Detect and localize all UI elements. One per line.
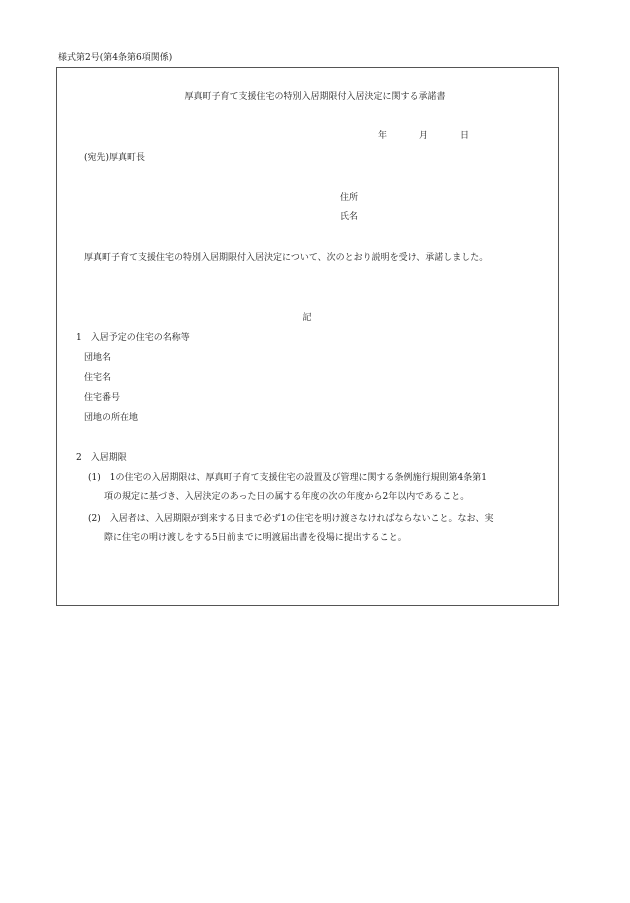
consent-statement: 厚真町子育て支援住宅の特別入居期限付入居決定について、次のとおり説明を受け、承諾しました。 [84, 253, 489, 263]
ki-heading: 記 [302, 313, 312, 323]
date-day: 日 [460, 131, 470, 141]
address-label: 住所 [340, 193, 359, 203]
document-title: 厚真町子育て支援住宅の特別入居期限付入居決定に関する承諾書 [184, 92, 446, 102]
item1-text-cont: 項の規定に基づき、入居決定のあった日の属する年度の次の年度から2年以内であること。 [104, 492, 470, 502]
form-number: 様式第2号(第4条第6項関係) [58, 53, 173, 63]
item2-text-cont: 際に住宅の明け渡しをする5日前までに明渡届出書を役場に提出すること。 [104, 533, 407, 543]
name-label: 氏名 [340, 212, 359, 222]
section1-heading: 1 入居予定の住宅の名称等 [76, 333, 190, 343]
field-jutaku-name: 住宅名 [84, 373, 112, 383]
section2-heading: 2 入居期限 [76, 453, 127, 463]
item2-text: (2) 入居者は、入居期限が到来する日まで必ず1の住宅を明け渡さなければならないこと。なお、実 [88, 514, 494, 524]
addressee: (宛先)厚真町長 [84, 153, 146, 163]
field-danchi-location: 団地の所在地 [84, 413, 139, 423]
item1-text: (1) 1の住宅の入居期限は、厚真町子育て支援住宅の設置及び管理に関する条例施行規則第4条第1 [88, 473, 487, 483]
date-year: 年 [378, 131, 388, 141]
field-danchi-name: 団地名 [84, 353, 112, 363]
field-jutaku-number: 住宅番号 [84, 393, 121, 403]
date-line [378, 131, 469, 142]
date-month: 月 [419, 131, 429, 141]
